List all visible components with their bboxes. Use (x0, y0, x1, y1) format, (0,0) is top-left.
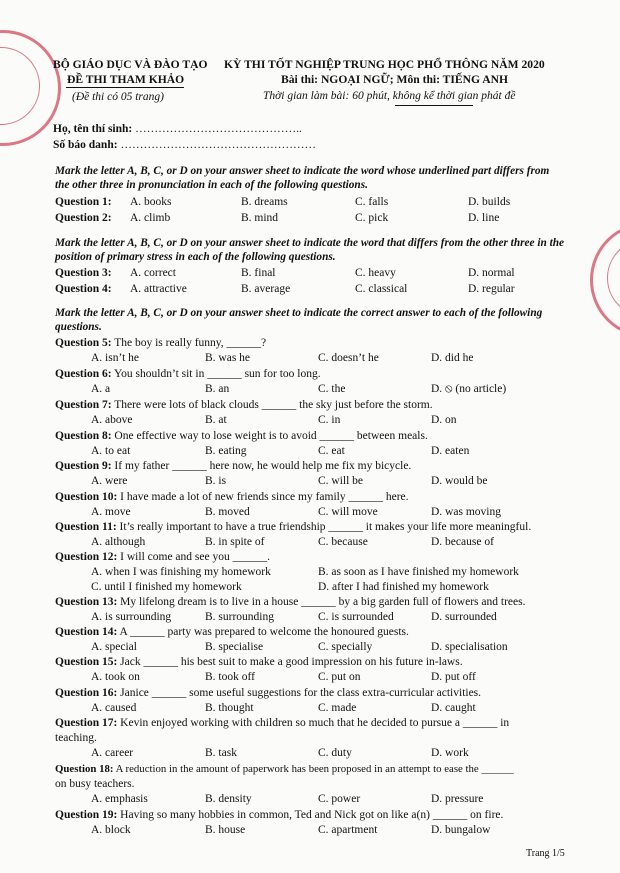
question-1 (55, 195, 575, 209)
question-9-stem (55, 459, 411, 473)
option-d: D. work (431, 747, 469, 759)
question-label: Question 18: (55, 763, 114, 775)
question-8-options (55, 444, 575, 458)
option-b: B. average (241, 283, 291, 295)
section-instruction-grammar: Mark the letter A, B, C, or D on your answer sheet to indicate the correct answer to each of the following questions. (55, 307, 543, 333)
option-b: B. task (205, 747, 237, 759)
question-10-options (55, 505, 575, 519)
exam-title: KỲ THI TỐT NGHIỆP TRUNG HỌC PHỔ THÔNG NĂM 2020 (224, 58, 545, 71)
option-b: B. mind (241, 212, 279, 224)
question-6-stem (55, 367, 321, 381)
option-a: A. caused (91, 702, 137, 714)
ministry-name: BỘ GIÁO DỤC VÀ ĐÀO TẠO (53, 58, 208, 71)
question-8-stem (55, 429, 428, 443)
header-divider-right (395, 105, 473, 106)
question-text: A ______ party was prepared to welcome the honoured guests. (119, 626, 409, 638)
option-c: C. falls (355, 196, 389, 208)
option-a: A. took on (91, 671, 140, 683)
option-b: B. at (205, 414, 227, 426)
option-c: C. until I finished my homework (91, 581, 242, 593)
question-text: I have made a lot of new friends since my family ______ here. (120, 491, 409, 503)
question-13-stem (55, 595, 525, 609)
option-c: C. apartment (318, 824, 378, 836)
section-instruction-pronunciation: Mark the letter A, B, C, or D on your answer sheet to indicate the word whose underlined part differs from the other three in pronunciation in each of the following questions. (55, 165, 550, 191)
option-a: A. career (91, 747, 134, 759)
question-label: Question 15: (55, 656, 118, 668)
option-c: C. power (318, 793, 361, 805)
question-label: Question 6: (55, 368, 112, 380)
option-d: D. normal (468, 267, 515, 279)
question-11-stem (55, 520, 531, 534)
option-b: B. final (241, 267, 276, 279)
option-c: C. put on (318, 671, 361, 683)
header-divider-left (66, 87, 184, 88)
page-number: Trang 1/5 (526, 848, 565, 859)
option-b: B. eating (205, 445, 247, 457)
option-a: A. to eat (91, 445, 131, 457)
option-c: C. classical (355, 283, 408, 295)
question-label: Question 11: (55, 521, 117, 533)
option-d: D. regular (468, 283, 515, 295)
question-12-stem (55, 550, 270, 564)
question-label: Question 8: (55, 430, 112, 442)
question-9-options (55, 474, 575, 488)
question-label: Question 4: (55, 283, 112, 295)
question-text: One effective way to lose weight is to avoid ______ between meals. (114, 430, 428, 442)
question-16-stem (55, 686, 481, 700)
question-3 (55, 266, 575, 280)
question-16-options (55, 701, 575, 715)
option-c: C. will be (318, 475, 364, 487)
question-label: Question 1: (55, 196, 112, 208)
question-18-options (55, 792, 575, 806)
option-b: B. in spite of (205, 536, 265, 548)
option-a: A. special (91, 641, 137, 653)
question-text: Janice ______ some useful suggestions for the class extra-curricular activities. (120, 687, 482, 699)
option-b: B. thought (205, 702, 254, 714)
option-c: C. is surrounded (318, 611, 394, 623)
option-a: A. emphasis (91, 793, 148, 805)
option-c: C. doesn’t he (318, 352, 379, 364)
question-text: A reduction in the amount of paperwork has been proposed in an attempt to ease the ______ (115, 763, 514, 775)
question-2 (55, 211, 575, 225)
question-text: If my father ______ here now, he would help me fix my bicycle. (114, 460, 412, 472)
question-label: Question 14: (55, 626, 118, 638)
option-b: B. surrounding (205, 611, 274, 623)
option-a: A. is surrounding (91, 611, 172, 623)
option-d: D. caught (431, 702, 476, 714)
option-a: A. were (91, 475, 128, 487)
question-text: Jack ______ his best suit to make a good impression on his future in-laws. (120, 656, 463, 668)
option-a: A. a (91, 383, 111, 395)
option-a: A. when I was finishing my homework (91, 566, 271, 578)
option-b: B. an (205, 383, 230, 395)
option-b: B. as soon as I have finished my homework (318, 566, 519, 578)
question-15-options (55, 670, 575, 684)
section-instruction-stress: Mark the letter A, B, C, or D on your answer sheet to indicate the word that differs from the other three in the position of primary stress in each of the following questions. (55, 237, 565, 263)
question-5-options (55, 351, 575, 365)
question-7-options (55, 413, 575, 427)
question-text: My lifelong dream is to live in a house ______ by a big garden full of flowers and trees. (120, 596, 526, 608)
option-b: B. is (205, 475, 227, 487)
question-7-stem (55, 398, 433, 412)
option-d: D. bungalow (431, 824, 491, 836)
option-a: A. isn’t he (91, 352, 140, 364)
option-d: D. builds (468, 196, 511, 208)
option-d: D. did he (431, 352, 474, 364)
option-d: D. surrounded (431, 611, 497, 623)
question-label: Question 12: (55, 551, 118, 563)
question-12-options-cd (55, 580, 575, 594)
question-text: It’s really important to have a true friendship ______ it makes your life more meaningful. (119, 521, 532, 533)
option-d: D. ⦸ (no article) (431, 383, 507, 395)
option-d: D. put off (431, 671, 476, 683)
question-text: Kevin enjoyed working with children so much that he decided to pursue a ______ in (120, 717, 510, 729)
question-19-options (55, 823, 575, 837)
question-4 (55, 282, 575, 296)
exam-type: ĐỀ THI THAM KHẢO (67, 73, 185, 86)
question-label: Question 9: (55, 460, 112, 472)
question-label: Question 10: (55, 491, 118, 503)
option-a: A. correct (130, 267, 176, 279)
option-a: A. climb (130, 212, 171, 224)
question-13-options (55, 610, 575, 624)
pages-note: (Đề thi có 05 trang) (72, 91, 164, 103)
question-label: Question 2: (55, 212, 112, 224)
question-6-options (55, 382, 575, 396)
question-10-stem (55, 490, 409, 504)
option-d: D. because of (431, 536, 494, 548)
candidate-id-field: …………………………………………… (120, 139, 316, 151)
question-text: You shouldn’t sit in ______ sun for too long. (114, 368, 321, 380)
option-d: D. eaten (431, 445, 470, 457)
candidate-id-row (53, 139, 316, 151)
exam-subject: Bài thi: NGOẠI NGỮ; Môn thi: TIẾNG ANH (281, 73, 509, 86)
question-19-stem (55, 808, 503, 822)
question-14-options (55, 640, 575, 654)
question-label: Question 7: (55, 399, 112, 411)
question-label: Question 19: (55, 809, 118, 821)
option-d: D. specialisation (431, 641, 508, 653)
candidate-name-field: …………………………………….. (135, 123, 302, 135)
question-14-stem (55, 625, 409, 639)
option-d: D. would be (431, 475, 488, 487)
question-label: Question 3: (55, 267, 112, 279)
option-b: B. was he (205, 352, 251, 364)
option-d: D. after I had finished my homework (318, 581, 489, 593)
option-c: C. heavy (355, 267, 396, 279)
question-11-options (55, 535, 575, 549)
question-text: I will come and see you ______. (120, 551, 270, 563)
option-a: A. books (130, 196, 172, 208)
option-c: C. duty (318, 747, 352, 759)
option-b: B. moved (205, 506, 250, 518)
option-a: A. above (91, 414, 133, 426)
question-18-stem (55, 762, 514, 776)
option-b: B. took off (205, 671, 255, 683)
option-b: B. density (205, 793, 252, 805)
question-15-stem (55, 655, 463, 669)
question-label: Question 16: (55, 687, 118, 699)
option-c: C. eat (318, 445, 345, 457)
question-5-stem (55, 336, 266, 350)
option-a: A. although (91, 536, 146, 548)
option-d: D. was moving (431, 506, 501, 518)
option-c: C. specially (318, 641, 373, 653)
question-12-options-ab (55, 565, 575, 579)
option-b: B. house (205, 824, 246, 836)
option-b: B. dreams (241, 196, 288, 208)
option-b: B. specialise (205, 641, 264, 653)
option-a: A. block (91, 824, 131, 836)
option-d: D. pressure (431, 793, 484, 805)
exam-time: Thời gian làm bài: 60 phút, không kể thời gian phát đề (263, 90, 516, 102)
question-label: Question 17: (55, 717, 118, 729)
question-18-stem-continued: on busy teachers. (55, 778, 135, 790)
question-text: Having so many hobbies in common, Ted and Nick got on like a(n) ______ on fire. (120, 809, 504, 821)
question-17-stem-continued: teaching. (55, 732, 97, 744)
question-label: Question 13: (55, 596, 118, 608)
option-c: C. in (318, 414, 341, 426)
candidate-id-label: Số báo danh: (53, 139, 118, 151)
question-text: There were lots of black clouds ______ the sky just before the storm. (114, 399, 433, 411)
option-d: D. on (431, 414, 457, 426)
candidate-name-label: Họ, tên thí sinh: (53, 123, 133, 135)
option-a: A. move (91, 506, 131, 518)
option-c: C. will move (318, 506, 378, 518)
option-c: C. the (318, 383, 346, 395)
option-d: D. line (468, 212, 500, 224)
option-c: C. made (318, 702, 357, 714)
question-17-stem (55, 716, 509, 730)
candidate-name-row (53, 123, 302, 135)
option-c: C. because (318, 536, 368, 548)
question-17-options (55, 746, 575, 760)
option-c: C. pick (355, 212, 389, 224)
question-text: The boy is really funny, ______? (114, 337, 267, 349)
option-a: A. attractive (130, 283, 187, 295)
question-label: Question 5: (55, 337, 112, 349)
